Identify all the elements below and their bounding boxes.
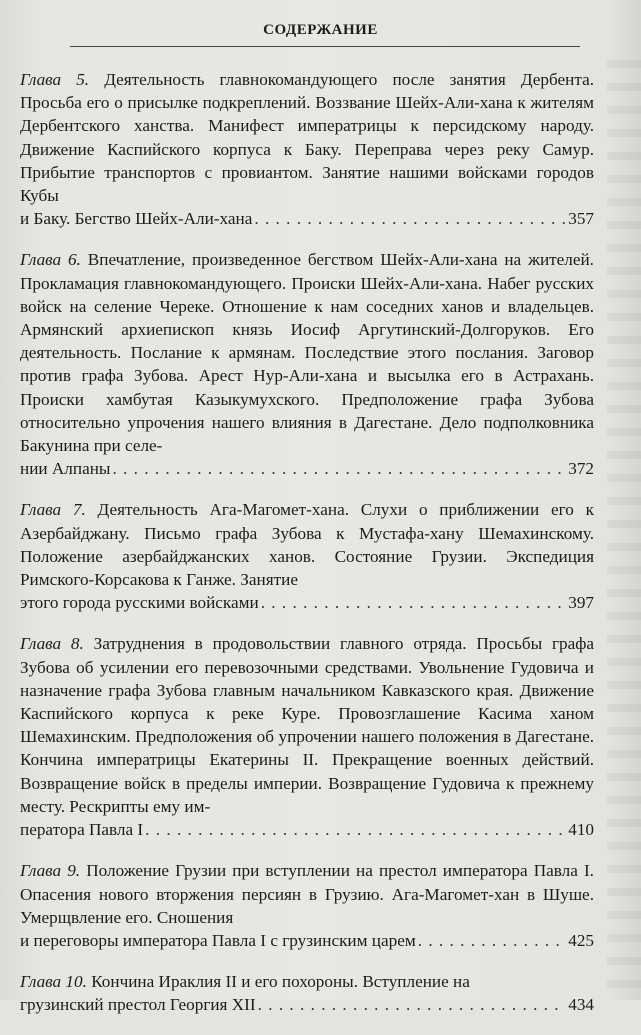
chapter-summary: Впечатление, произведенное бегством Шейх-Али-хана на жителей. Прокламация главнокомандующего. Происки Шейх-Али-хана. Набег русских войск на селение Череке. Отношение к нам соседних ханов и владельцев. Армянский архиепископ князь Иосиф Аргутинский-Долгоруков. Его деятельность. Послание к армянам. Последствие этого послания. Заговор против графа Зубова. Арест Нур-Али-хана и высылка его в Астрахань. Происки хамбутая Казыкумухского. Предположение графа Зубова относительно упрочения нашего влияния в Дагестане. Дело подполковника Бакунина при селе- [20,250,594,456]
chapter-label: Глава 8. [20,634,84,654]
chapter-label: Глава 5. [20,70,90,89]
toc-entry-chapter-8 [20,632,594,841]
chapter-summary-end: нии Алпаны [20,459,111,479]
toc-entry-chapter-10 [20,970,594,1016]
chapter-summary-end: грузинский престол Георгия XII [20,995,256,1015]
chapter-label: Глава 10. [20,972,87,992]
page-number: 397 [568,593,594,613]
chapter-summary: Деятельность главнокомандующего после занятия Дербента. Просьба его о присылке подкреплений. Воззвание Шейх-Али-хана к жителям Дербентского ханства. Манифест императрицы к персидскому народу. Движение Каспийского корпуса к Баку. Переправа через реку Самур. Прибытие транспортов с провиантом. Занятие нашими войсками городов Кубы [20,70,594,206]
leader-dots [418,929,567,952]
page-header: СОДЕРЖАНИЕ [263,22,378,38]
page-bleed-through [607,60,641,1000]
leader-dots [261,591,567,614]
chapter-label: Глава 6. [20,250,81,270]
leader-dots [254,207,566,230]
chapter-summary: Деятельность Ага-Магомет-хана. Слухи о приближении его к Азербайджану. Письмо графа Зубова к Мустафа-хану Шемахинскому. Положение азербайджанских ханов. Состояние Грузии. Экспедиция Римского-Корсакова к Ганже. Занятие [20,500,594,590]
chapter-summary: Затруднения в продовольствии главного отряда. Просьбы графа Зубова об усилении его перевозочными средствами. Увольнение Гудовича и назначение графа Зубова главным начальником Кавказского края. Движение Каспийского корпуса к реке Куре. Провозглашение Касима ханом Шемахинским. Предположения об упрочении нашего положения в Дагестане. Кончина императрицы Екатерины II. Прекращение военных действий. Возвращение войск в пределы империи. Возвращение Гудовича к прежнему месту. Рескрипты ему им- [20,634,594,816]
page-number: 372 [568,459,594,479]
toc-entry-chapter-7 [20,498,594,614]
chapter-summary-end: и Баку. Бегство Шейх-Али-хана [20,209,253,229]
chapter-summary-end: ператора Павла I [20,820,144,840]
page-number: 434 [568,995,594,1015]
chapter-summary: Положение Грузии при вступлении на престол императора Павла I. Опасения нового вторжения персиян в Грузию. Ага-Магомет-хан в Шуше. Умерщвление его. Сношения [20,861,594,927]
toc-entry-chapter-6 [20,248,594,480]
chapter-label: Глава 9. [20,861,81,881]
table-of-contents [20,68,594,1035]
leader-dots [112,457,566,480]
chapter-label: Глава 7. [20,500,86,520]
leader-dots [145,818,566,841]
chapter-summary-end: и переговоры императора Павла I с грузинским царем [20,930,416,950]
leader-dots [258,993,567,1016]
chapter-summary-end: этого города русскими войсками [20,593,259,613]
header-rule [70,46,580,47]
page-number: 410 [568,820,594,840]
page-number: 425 [568,930,594,950]
toc-entry-chapter-5 [20,68,594,230]
toc-entry-chapter-9 [20,859,594,952]
chapter-summary: Кончина Ираклия II и его похороны. Вступление на [86,972,470,992]
page-number: 357 [568,209,594,229]
